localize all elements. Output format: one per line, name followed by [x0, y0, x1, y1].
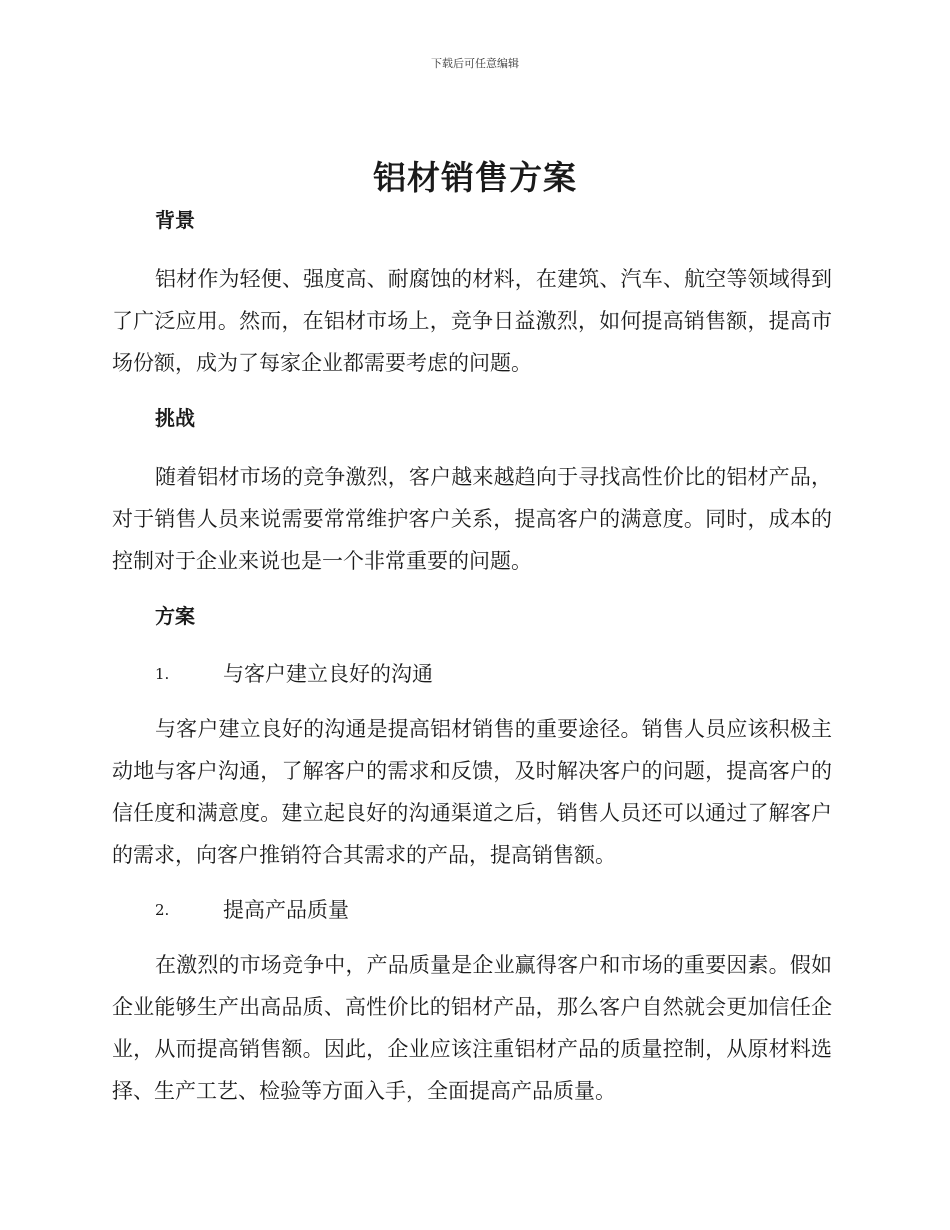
- plan-item-2-paragraph: 在激烈的市场竞争中，产品质量是企业赢得客户和市场的重要因素。假如企业能够生产出高品质、高性价比的铝材产品，那么客户自然就会更加信任企业，从而提高销售额。因此，企业应该注重铝材产品的质量控制，从原材料选择、生产工艺、检验等方面入手，全面提高产品质量。: [112, 953, 832, 1103]
- plan-item-1-paragraph: 与客户建立良好的沟通是提高铝材销售的重要途径。销售人员应该积极主动地与客户沟通，了解客户的需求和反馈，及时解决客户的问题，提高客户的信任度和满意度。建立起良好的沟通渠道之后，销售人员还可以通过了解客户的需求，向客户推销符合其需求的产品，提高销售额。: [112, 717, 832, 867]
- plan-item-1: [112, 654, 832, 694]
- plan-item-number: 1.: [155, 665, 170, 683]
- section-heading-background: 背景: [155, 208, 195, 232]
- plan-item-title: 提高产品质量: [223, 898, 349, 922]
- header-note: 下载后可任意编辑: [431, 57, 519, 70]
- plan-item-2: [112, 890, 832, 930]
- section-heading-plan: 方案: [155, 604, 195, 628]
- document-title: 铝材销售方案: [373, 158, 577, 197]
- challenge-paragraph: 随着铝材市场的竞争激烈，客户越来越趋向于寻找高性价比的铝材产品，对于销售人员来说需要常常维护客户关系，提高客户的满意度。同时，成本的控制对于企业来说也是一个非常重要的问题。: [112, 465, 832, 573]
- plan-item-title: 与客户建立良好的沟通: [223, 662, 433, 686]
- background-paragraph: 铝材作为轻便、强度高、耐腐蚀的材料，在建筑、汽车、航空等领域得到了广泛应用。然而，在铝材市场上，竞争日益激烈，如何提高销售额，提高市场份额，成为了每家企业都需要考虑的问题。: [112, 267, 832, 375]
- plan-item-number: 2.: [155, 901, 170, 919]
- section-heading-challenge: 挑战: [155, 406, 195, 430]
- document-body: [112, 200, 832, 1126]
